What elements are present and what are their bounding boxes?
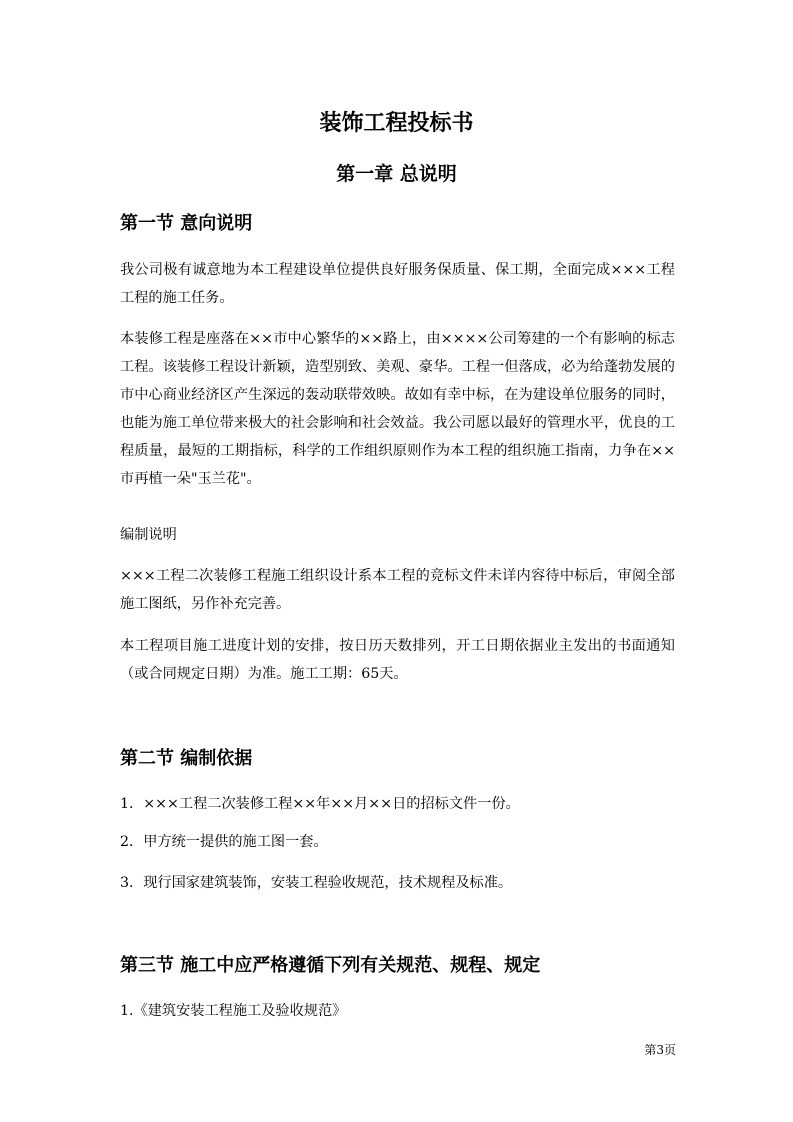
list-item: 1.《建筑安装工程施工及验收规范》 [120,1003,347,1019]
compilation-paragraph-2: 本工程项目施工进度计划的安排，按日历天数排列，开工日期依据业主发出的书面通知（或合同规定日期）为准。施工工期：65天。 [120,638,675,682]
section-heading-standards: 第三节 施工中应严格遵循下列有关规范、规程、规定 [120,955,541,976]
intent-paragraph-2: 本装修工程是座落在××市中心繁华的××路上，由××××公司筹建的一个有影响的标志工程。该装修工程设计新颖，造型别致、美观、豪华。工程一但落成，必为给蓬勃发展的市中心商业经济区产生深远的轰动联带效映。故如有幸中标，在为建设单位服务的同时，也能为施工单位带来极大的社会影响和社会效益。我公司愿以最好的管理水平，优良的工程质量，最短的工期指标，科学的工作组织原则作为本工程的组织施工指南，力争在××市再植一朵"玉兰花"。 [120,331,675,487]
page-number: 第3页 [644,1043,676,1057]
compilation-paragraph-1: ×××工程二次装修工程施工组织设计系本工程的竞标文件未详内容待中标后，审阅全部施工图纸，另作补充完善。 [120,568,675,612]
list-item: 2．甲方统一提供的施工图一套。 [120,834,328,850]
chapter-heading: 第一章 总说明 [336,163,457,185]
compilation-subheading: 编制说明 [120,527,177,543]
section-heading-intent: 第一节 意向说明 [120,213,253,234]
intent-paragraph-1: 我公司极有诚意地为本工程建设单位提供良好服务保质量、保工期，全面完成×××工程工程的施工任务。 [120,262,675,306]
document-title: 装饰工程投标书 [319,111,474,136]
list-item: 3．现行国家建筑装饰，安装工程验收规范，技术规程及标准。 [120,875,513,891]
section-heading-basis: 第二节 编制依据 [120,748,253,769]
list-item: 1．×××工程二次装修工程××年××月××日的招标文件一份。 [120,796,520,812]
